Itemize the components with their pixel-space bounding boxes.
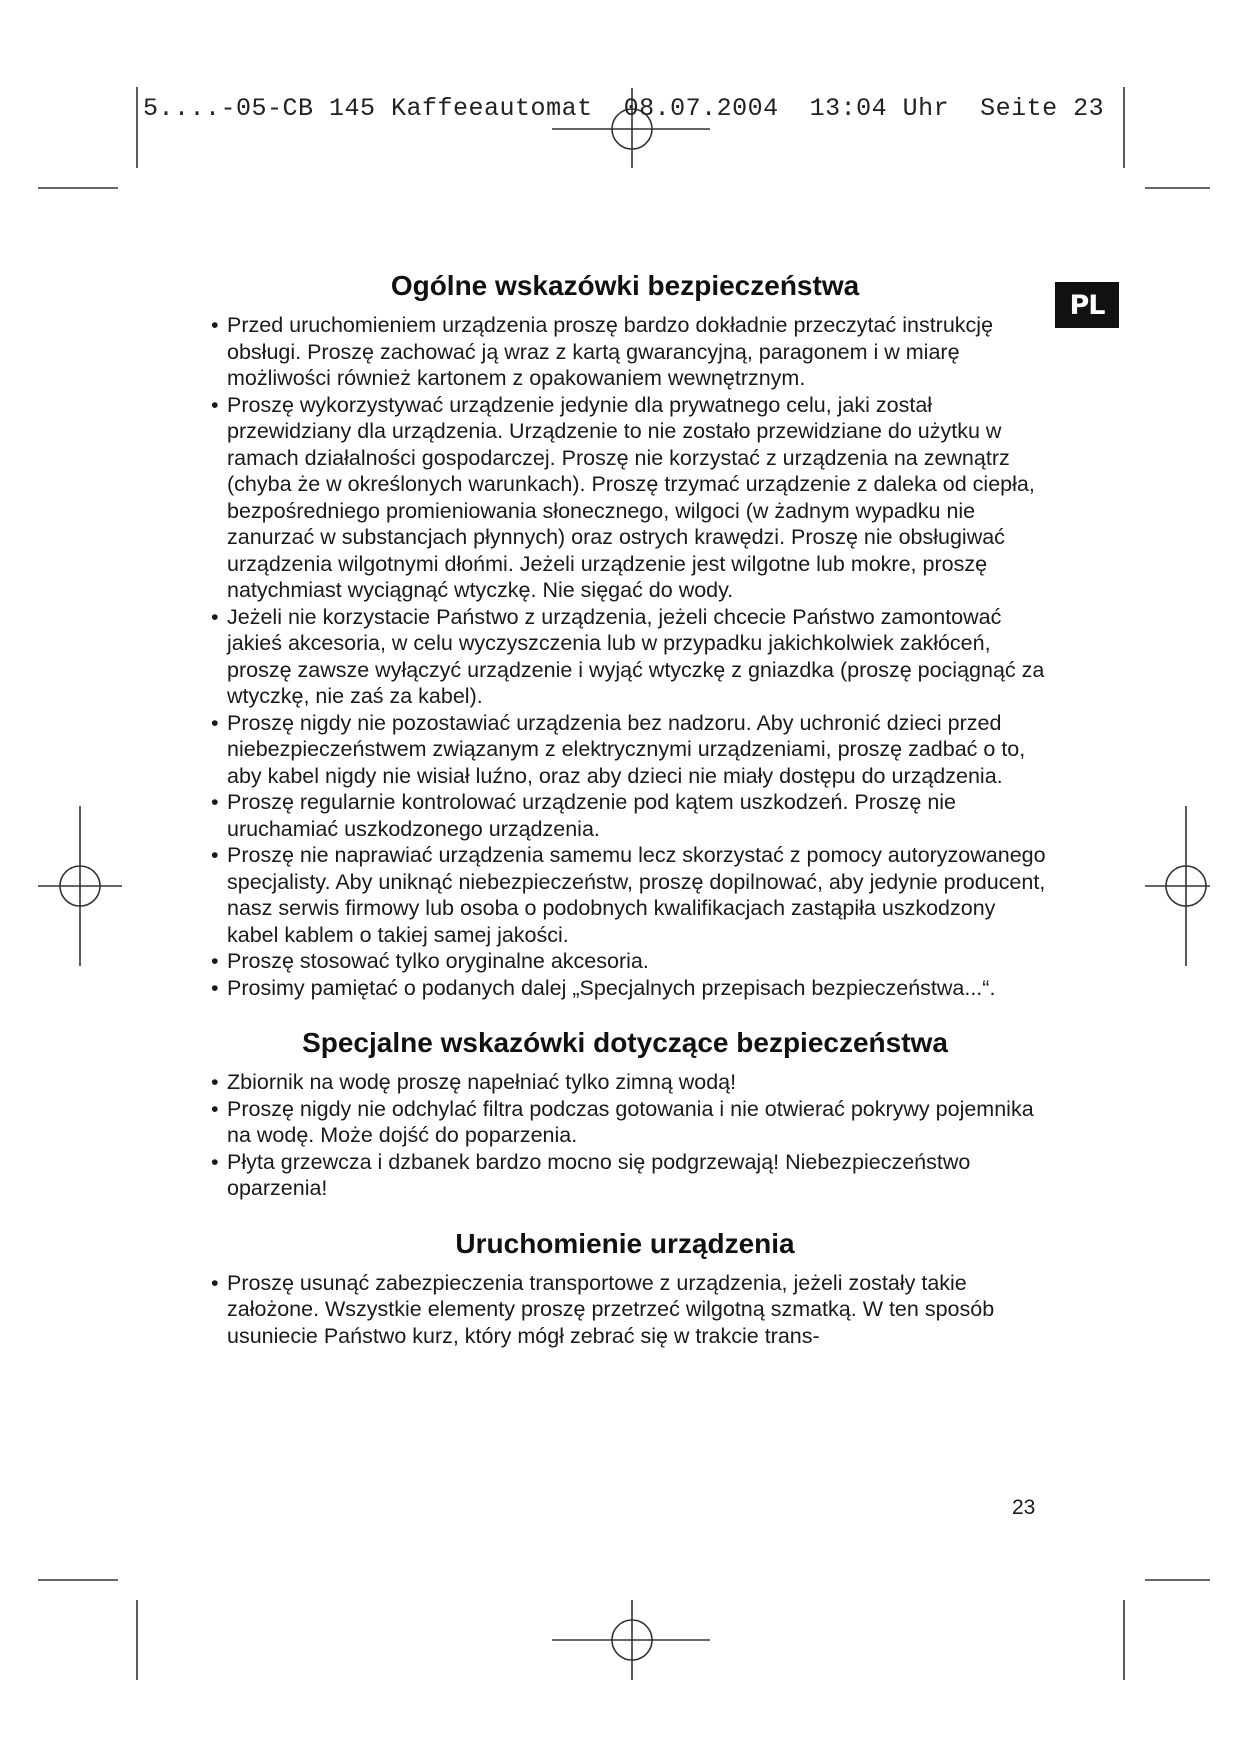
list-item: • Proszę usunąć zabezpieczenia transportowe z urządzenia, jeżeli zostały takie założone. Wszystkie elementy proszę przetrzeć wilgotną szmatką. W ten sposób usuniecie Państwo kurz, który mógł zebrać się w trakcie trans- — [211, 1270, 995, 1348]
list-item: • Proszę wykorzystywać urządzenie jedynie dla prywatnego celu, jaki został przewidziany dla urządzenia. Urządzenie to nie zostało przewidziane do użytku w ramach działalności gospodarczej. Proszę nie korzystać z urządzenia na zewnątrz (chyba że w określonych warunkach). Proszę trzymać urządzenie z daleka od ciepła, bezpośredniego promieniowania słonecznego, wilgoci (w żadnym wypadku nie zanurzać w substancjach płynnych) oraz ostrych krawędzi. Proszę nie obsługiwać urządzenia wilgotnymi dłońmi. Jeżeli urządzenie jest wilgotne lub mokre, proszę natychmiast wyciągnąć wtyczkę. Nie sięgać do wody. — [211, 392, 1035, 602]
print-header: 5....-05-CB 145 Kaffeeautomat 08.07.2004 13:04 Uhr Seite 23 — [143, 94, 1105, 123]
language-badge: PL — [1055, 282, 1119, 328]
general-safety-list — [200, 312, 1050, 1001]
list-item: • Proszę stosować tylko oryginalne akcesoria. — [211, 949, 649, 973]
list-item: • Proszę nigdy nie odchylać filtra podczas gotowania i nie otwierać pokrywy pojemnika na wodę. Może dojść do poparzenia. — [211, 1096, 1034, 1147]
section-title-startup: Uruchomienie urządzenia — [455, 1227, 795, 1259]
list-item: • Proszę nie naprawiać urządzenia samemu lecz skorzystać z pomocy autoryzowanego specjalisty. Aby uniknąć niebezpieczeństw, proszę dopilnować, aby jedynie producent, nasz serwis firmowy lub osoba o podobnych kwalifikacjach zastąpiła uszkodzony kabel kablem o takiej samej jakości. — [211, 843, 1046, 947]
section-title-general-safety: Ogólne wskazówki bezpieczeństwa — [390, 270, 860, 301]
startup-list — [200, 1270, 1050, 1350]
list-item: • Prosimy pamiętać o podanych dalej „Specjalnych przepisach bezpieczeństwa...“. — [211, 975, 996, 1000]
list-item: • Przed uruchomieniem urządzenia proszę bardzo dokładnie przeczytać instrukcję obsługi. Proszę zachować ją wraz z kartą gwarancyjną, paragonem i w miarę możliwości również kartonem z opakowaniem wewnętrznym. — [211, 313, 994, 390]
list-item: • Płyta grzewcza i dzbanek bardzo mocno się podgrzewają! Niebezpieczeństwo oparzenia! — [211, 1149, 971, 1200]
section-title-special-safety: Specjalne wskazówki dotyczące bezpieczeństwa — [302, 1027, 948, 1058]
list-item: • Proszę regularnie kontrolować urządzenie pod kątem uszkodzeń. Proszę nie uruchamiać uszkodzonego urządzenia. — [211, 790, 957, 841]
list-item: • Proszę nigdy nie pozostawiać urządzenia bez nadzoru. Aby uchronić dzieci przed niebezpieczeństwem związanym z elektrycznymi urządzeniami, proszę zadbać o to, aby kabel nigdy nie wisiał luźno, oraz aby dzieci nie miały dostępu do urządzenia. — [211, 710, 1026, 788]
page-number: 23 — [1012, 1496, 1036, 1519]
list-item: • Jeżeli nie korzystacie Państwo z urządzenia, jeżeli chcecie Państwo zamontować jakieś akcesoria, w celu wyczyszczenia lub w przypadku jakichkolwiek zakłóceń, proszę zawsze wyłączyć urządzenie i wyjąć wtyczkę z gniazdka (proszę pociągnąć za wtyczkę, nie zaś za kabel). — [211, 604, 1045, 708]
special-safety-list — [200, 1069, 1050, 1202]
page-content — [200, 270, 1050, 1349]
list-item: • Zbiornik na wodę proszę napełniać tylko zimną wodą! — [211, 1070, 737, 1094]
